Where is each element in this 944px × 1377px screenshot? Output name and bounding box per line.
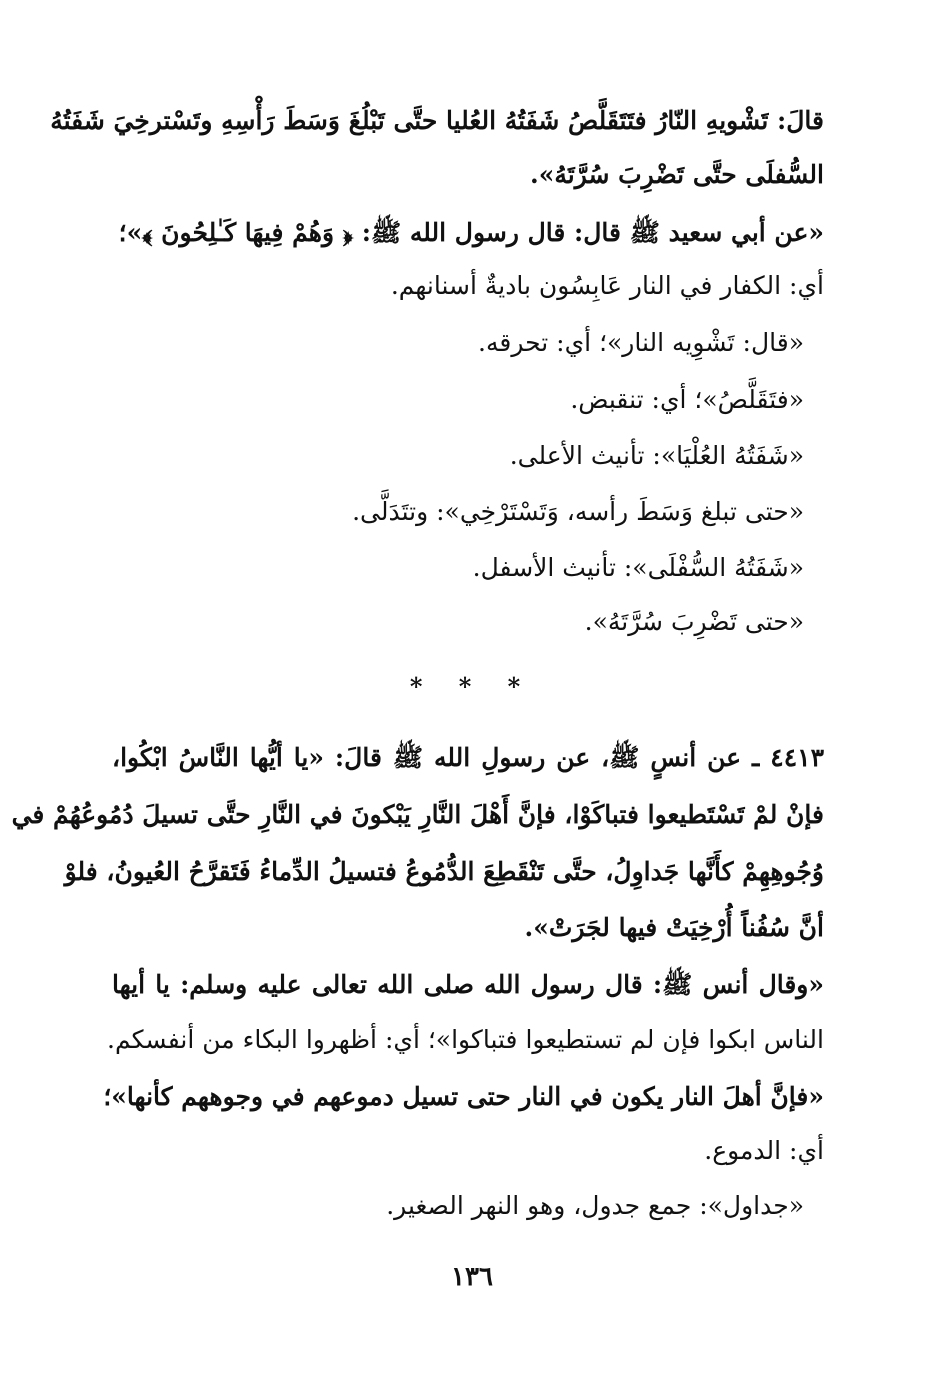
commentary-line-4: «فتَقَلَّصُ»؛ أي: تنقبض. — [570, 385, 804, 414]
commentary-line-8: «حتى تَضْرِبَ سُرَّتَهُ». — [584, 607, 804, 636]
commentary-line-1: «عن أبي سعيد ﷺ قال: قال رسول الله ﷺ: ﴿ وَهُمْ فِيهَا كَـٰلِحُونَ ﴾»؛ — [118, 218, 824, 247]
text-line-1: قالَ: تَشْويهِ النّارُ فتَتَقَلَّصُ شَفَتُهُ العُليا حتَّى تَبْلُغَ وَسَطَ رَأْسِهِ وتَسْترخِيَ شَفَتُهُ — [50, 106, 824, 135]
hadith-line-1: ٤٤١٣ ـ عن أنسٍ ﷺ، عن رسولِ الله ﷺ قالَ: «يا أيُّها النَّاسُ ابْكُوا، — [112, 743, 824, 772]
explanation-line-1: «وقال أنس ﷺ: قال رسول الله صلى الله تعالى عليه وسلم: يا أيها — [112, 970, 824, 999]
hadith-line-2: فإنْ لمْ تَسْتَطيعوا فتباكَوْا، فإنَّ أَهْلَ النَّارِ يَبْكونَ في النَّارِ حتَّى تسيلَ دُمُوعُهُمْ في — [11, 800, 824, 829]
commentary-line-3: «قال: تَشْوِيه النار»؛ أي: تحرقه. — [478, 328, 804, 357]
text-line-2: السُّفلَى حتَّى تَضْرِبَ سُرَّتَهُ». — [530, 160, 824, 189]
commentary-line-7: «شَفَتُهُ السُّفْلَى»: تأنيث الأسفل. — [472, 553, 804, 582]
commentary-line-2: أي: الكفار في النار عَابِسُون باديةٌ أسنانهم. — [390, 271, 824, 300]
page-number: ١٣٦ — [451, 1262, 493, 1292]
explanation-line-2: الناس ابكوا فإن لم تستطيعوا فتباكوا»؛ أي: أظهروا البكاء من أنفسكم. — [107, 1025, 824, 1054]
hadith-line-4: أنَّ سُفُناً أُرْخِيَتْ فيها لجَرَتْ». — [524, 913, 824, 942]
explanation-line-5: «جداول»: جمع جدول، وهو النهر الصغير. — [386, 1191, 804, 1220]
section-separator: * * * — [409, 672, 535, 701]
explanation-line-4: أي: الدموع. — [704, 1136, 824, 1165]
hadith-line-3: وُجُوهِهِمْ كأَنَّها جَداوِلُ، حتَّى تَنْقَطِعَ الدُّمُوعُ فتسيلُ الدِّماءُ فَتَقرَّحُ العُيونُ، فلوْ — [64, 857, 824, 886]
explanation-line-3: «فإنَّ أهلَ النار يكون في النار حتى تسيل دموعهم في وجوههم كأنها»؛ — [103, 1082, 824, 1111]
commentary-line-5: «شَفَتُهُ العُلْيَا»: تأنيث الأعلى. — [509, 441, 804, 470]
commentary-line-6: «حتى تبلغ وَسَطَ رأسه، وَتَسْتَرْخِي»: وتتَدَلَّى. — [352, 497, 804, 526]
